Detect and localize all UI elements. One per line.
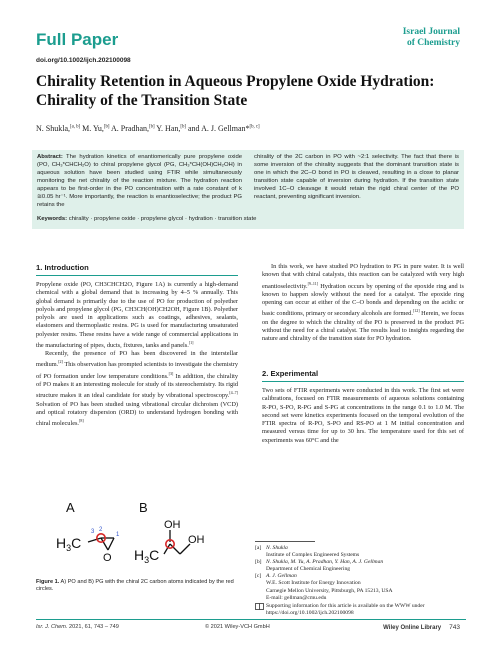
abstract-label: Abstract: bbox=[37, 154, 63, 160]
journal-name-line2: of Chemistry bbox=[406, 37, 460, 48]
hydroxyl-label-2: OH bbox=[188, 534, 205, 546]
intro-p3-text: Hydration occurs by opening of the epoxide ring and is known to happen slowly without the need for a catalyst. The epoxide ring opening can occur at either of the C–O bonds and depending on the acidic or basic conditions, primary or secondary alcohols are formed. bbox=[262, 282, 464, 318]
po-ring-bond bbox=[108, 538, 114, 550]
affiliation-author: N. Shukla, M. Yu, A. Pradhan, Y. Han, A. J. Gellman bbox=[266, 559, 384, 566]
citation-ref[interactable]: [1] bbox=[188, 339, 194, 345]
intro-p2-text: Recently, the presence of PO has been discovered in the interstellar medium. bbox=[36, 350, 238, 369]
hydroxyl-label-1: OH bbox=[164, 519, 181, 531]
abstract-text-left: The hydration kinetics of enantiomerically pure propylene oxide (PO, CH₃*CHCH₂O) to chiral propylene glycol (PG, CH₃*CH(OH)CH₂OH) in aqueous solution have been studied using FTIR while simultaneously monitoring the net chirality of the reaction mixture. The hydration reaction appears to be first-order in the PO concentration with a rate constant of k ≅0.05 hr⁻¹. More importantly, the reaction is enantioselective; the product PG retains the bbox=[37, 154, 243, 209]
affiliation-author: N. Shukla bbox=[266, 545, 288, 551]
keywords-label: Keywords: bbox=[37, 216, 68, 222]
intro-p2-text: This observation has prompted scientists to investigate the chemistry of PO formation under low temperature conditions. bbox=[36, 361, 238, 380]
article-title-line2: Chirality of the Transition State bbox=[36, 92, 248, 109]
experimental-paragraph-1: Two sets of FTIR experiments were conducted in this work. The first set were calibrations, focused on FTIR measurements of aqueous solutions containing R-PO, S-PO, R-PG and S-PG at concentrations in the range 0.1 to 1.0 M. The second set were kinetics experiments focused on the temporal evolution of the FTIR spectra of R-PO, S-PO and RS-PO at 1 M initial concentration and measured versus time for up to 30 hrs. The temperature used for this set of experiments was 60°C and the bbox=[262, 387, 464, 444]
supporting-info-note bbox=[255, 603, 465, 617]
atom-number-2: 2 bbox=[99, 527, 103, 533]
figure-caption-label: Figure 1. bbox=[36, 579, 60, 585]
journal-name bbox=[403, 27, 460, 48]
article-type-label: Full Paper bbox=[36, 30, 119, 49]
atom-number-3: 3 bbox=[91, 529, 95, 535]
intro-right-column bbox=[262, 263, 464, 343]
footer-copyright: © 2021 Wiley-VCH GmbH bbox=[205, 624, 270, 630]
author-affiliation: [b, c] bbox=[249, 124, 260, 130]
oxygen-label-po: O bbox=[103, 552, 112, 564]
methyl-label-po: $H_3C$ bbox=[56, 535, 82, 553]
citation-ref[interactable]: [8] bbox=[79, 418, 84, 424]
affiliation-tag: [b] bbox=[255, 559, 262, 566]
intro-p3-text: In this work, we have studied PO hydration to PG in pure water. It is well known that with chiral catalysts, this reaction can be catalyzed with very high enantioselectivity. bbox=[262, 263, 464, 290]
footer-right bbox=[383, 624, 460, 631]
doi-link[interactable]: doi.org/10.1002/ijch.202100098 bbox=[36, 57, 131, 64]
author-name: and A. J. Gellman* bbox=[185, 124, 250, 133]
citation-ref[interactable]: [3] bbox=[168, 370, 174, 376]
experimental-column bbox=[262, 387, 464, 445]
footer-journal-abbrev: Isr. J. Chem. bbox=[36, 624, 68, 630]
footer-rule bbox=[36, 619, 466, 620]
experimental-heading: 2. Experimental bbox=[262, 369, 319, 378]
affiliation-email[interactable]: E-mail: gellman@cmu.edu bbox=[266, 594, 327, 601]
journal-name-line1: Israel Journal bbox=[402, 27, 460, 37]
author-affiliation: [b] bbox=[103, 124, 110, 130]
figure-label-b: B bbox=[139, 500, 148, 515]
affiliation-author: A. J. Gellman bbox=[266, 573, 297, 580]
intro-p2-text: Solvation of PO has been studied using vibrational circular dichroism (VCD) and optical rotatory dispersion (ORD) to understand hydrogen bonding with chiral molecules. bbox=[36, 400, 238, 428]
figure-caption-text: A) PO and B) PG with the chiral 2C carbon atoms indicated by the red circles. bbox=[36, 579, 234, 593]
figure-1 bbox=[36, 498, 236, 578]
citation-ref[interactable]: [4–7] bbox=[229, 390, 238, 396]
page-number: 743 bbox=[449, 624, 460, 631]
intro-paragraph-3 bbox=[262, 263, 464, 343]
methyl-label-pg: $H_3C$ bbox=[134, 547, 160, 565]
intro-heading-rule bbox=[36, 275, 238, 276]
pg-bond bbox=[164, 544, 170, 554]
affiliation-line: Carnegie Mellon University, Pittsburgh, PA 15213, USA bbox=[266, 587, 393, 594]
affiliations bbox=[255, 545, 465, 617]
figure-label-a: A bbox=[66, 500, 75, 515]
citation-ref[interactable]: [12] bbox=[412, 308, 420, 314]
author-name: Y. Han, bbox=[154, 124, 181, 133]
intro-p3-text: Herein, we focus on the degree to which the chirality of the PO is preserved in the product PG without the need for a chiral catalyst. The results lead to insights regarding the nature and chirality of the transition state for PO hydration. bbox=[262, 310, 464, 343]
abstract-left-column bbox=[37, 153, 242, 209]
atom-number-1: 1 bbox=[116, 532, 120, 538]
author-name: M. Yu, bbox=[80, 124, 104, 133]
article-title bbox=[36, 72, 466, 110]
abstract-box bbox=[32, 150, 464, 229]
keywords bbox=[37, 216, 457, 222]
citation-ref[interactable]: [2] bbox=[58, 359, 63, 365]
article-title-line1: Chirality Retention in Aqueous Propylene Oxide Hydration: bbox=[36, 73, 435, 90]
supporting-info-text[interactable]: Supporting information for this article is available on the WWW under https://doi.org/10.1002/ijch.202100098 bbox=[266, 602, 425, 616]
intro-p2-text: In addition, the chirality of PO makes it an interesting molecule for study of its stereochemistry. Its rigid structure makes it an ideal candidate for study by vibrational spectroscopy. bbox=[36, 372, 238, 400]
author-affiliation: [b] bbox=[149, 124, 155, 130]
author-name: N. Shukla, bbox=[36, 124, 70, 133]
intro-p1-text: Propylene oxide (PO, CH3CHCH2O, Figure 1A) is currently a high-demand chemical with a global demand that is increasing by 4–5 % annually. This global demand is primarily due to the use of PO for production of polyether polyols and propylene glycol (PG, CH3CH(OH)CH2OH, Figure 1B). Polyether polyols are used in applications such as coatings, adhesives, sealants, elastomers and thermoplastic resins. PG is used for manufacturing unsaturated polyester resins. These resins have a wide range of commercial applications in the manufacturing of pipes, ducts, fixtures, tanks and panels. bbox=[36, 281, 238, 349]
citation-ref[interactable]: [9–11] bbox=[307, 280, 319, 286]
experimental-heading-rule bbox=[262, 381, 464, 382]
affiliation-line: W.E. Scott Institute for Energy Innovation bbox=[266, 580, 361, 587]
intro-left-column bbox=[36, 281, 238, 428]
wiley-online-library-link[interactable]: Wiley Online Library bbox=[383, 625, 442, 631]
intro-heading: 1. Introduction bbox=[36, 263, 89, 272]
supporting-info-icon bbox=[255, 603, 266, 617]
keywords-text: chirality · propylene oxide · propylene glycol · hydration · transition state bbox=[68, 216, 257, 222]
author-list bbox=[36, 124, 260, 133]
affiliation-tag: [c] bbox=[255, 573, 262, 580]
affiliation-rule bbox=[255, 541, 315, 542]
author-name: A. Pradhan, bbox=[109, 124, 149, 133]
affiliation-line: Department of Chemical Engineering bbox=[266, 566, 351, 573]
footer-citation bbox=[36, 624, 119, 630]
author-affiliation: [b] bbox=[180, 124, 186, 130]
abstract-right-column: chirality of the 2C carbon in PO with ~2:1 selectivity. The fact that there is some inversion of the chirality suggests that the dominant transition state is one in which the 2C–O bond in PO is cleaved, resulting in a close to planar transition state capable of inversion during hydration. If the transition state involved 1C–O cleavage it would retain the rigid chiral center of the PO reactant, preventing significant inversion. bbox=[254, 154, 459, 201]
figure-1-caption bbox=[36, 579, 238, 593]
pg-bond bbox=[170, 544, 180, 554]
footer-citation-text: 2021, 61, 743 – 749 bbox=[67, 624, 119, 630]
intro-paragraph-2 bbox=[36, 350, 238, 428]
author-affiliation: [a, b] bbox=[70, 124, 81, 130]
intro-paragraph-1 bbox=[36, 281, 238, 350]
affiliation-line: Institute of Complex Engineered Systems bbox=[266, 552, 360, 559]
affiliation-tag: [a] bbox=[255, 545, 262, 551]
